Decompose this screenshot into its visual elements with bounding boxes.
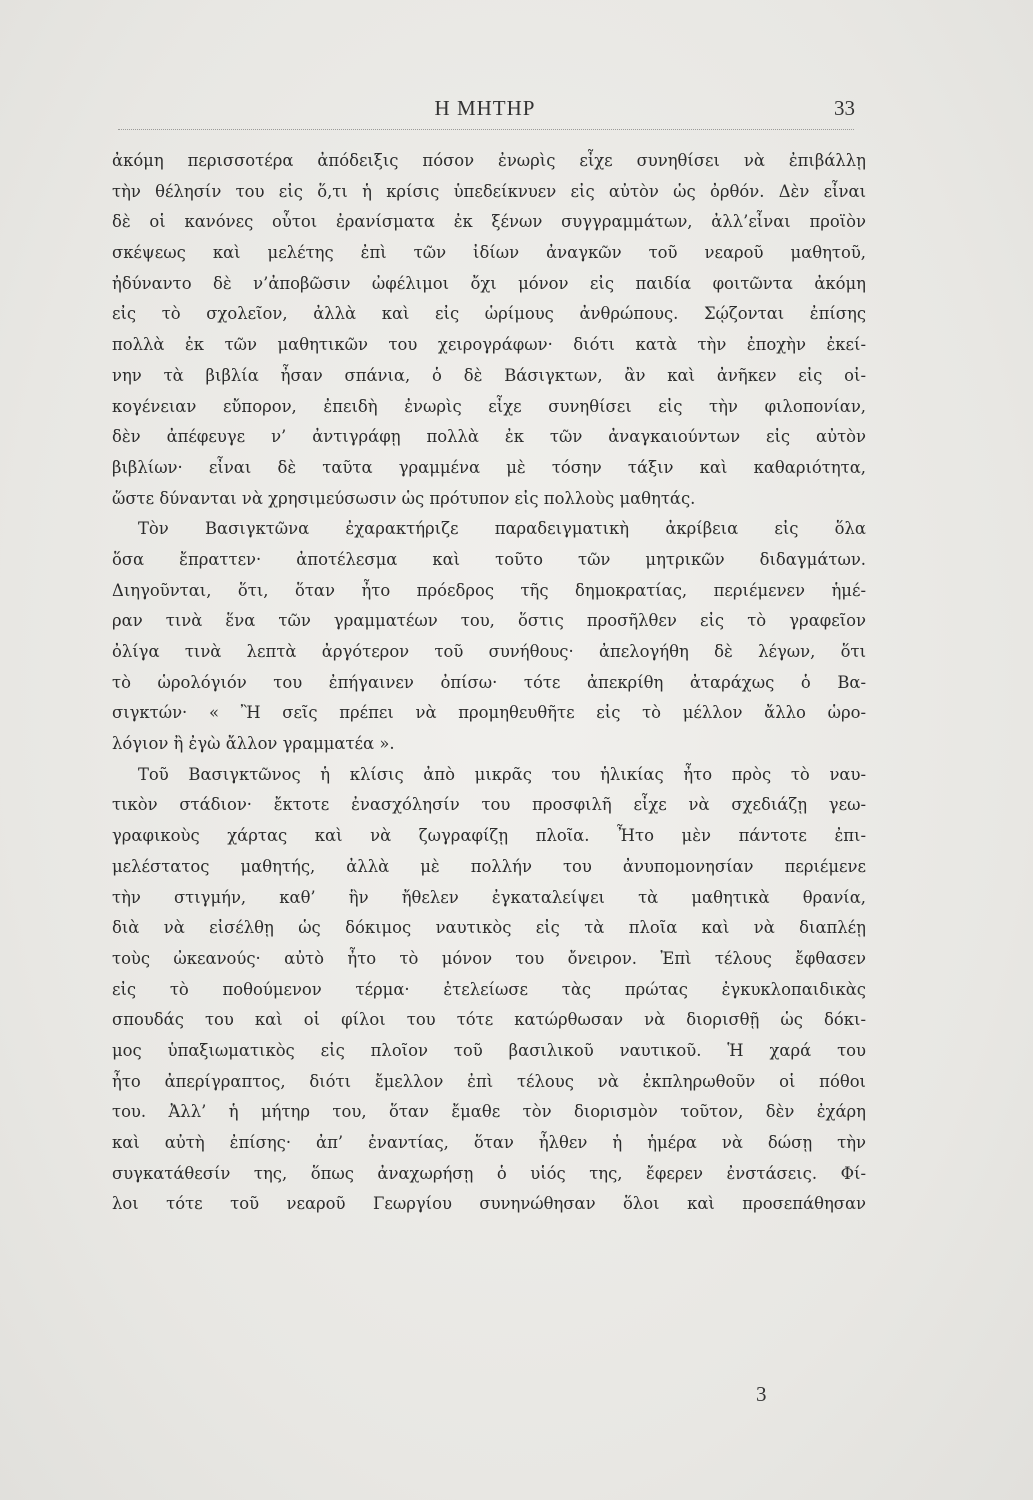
text-line: γραφικοὺς χάρτας καὶ νὰ ζωγραφίζῃ πλοῖα. Ἦτο μὲν πάντοτε ἐπι- <box>112 826 866 846</box>
text-line: δὲ οἱ κανόνες οὗτοι ἐρανίσματα ἐκ ξένων συγγραμμάτων, ἀλλ’εἶναι προϊὸν <box>112 212 866 232</box>
text-line: λοι τότε τοῦ νεαροῦ Γεωργίου συνηνώθησαν ὅλοι καὶ προσεπάθησαν <box>112 1194 866 1214</box>
text-line: τικὸν στάδιον· ἔκτοτε ἐνασχόλησίν του προσφιλῆ εἶχε νὰ σχεδιάζῃ γεω- <box>112 795 866 815</box>
text-line: τὸ ὡρολόγιόν του ἐπήγαινεν ὀπίσω· τότε ἀπεκρίθη ἀταράχως ὁ Βα- <box>112 672 866 692</box>
text-line: κογένειαν εὔπορον, ἐπειδὴ ἐνωρὶς εἶχε συνηθίσει εἰς τὴν φιλοπονίαν, <box>112 396 866 416</box>
text-line: εἰς τὸ σχολεῖον, ἀλλὰ καὶ εἰς ὡρίμους ἀνθρώπους. Σῴζονται ἐπίσης <box>112 304 866 324</box>
text-line: πολλὰ ἐκ τῶν μαθητικῶν του χειρογράφων· διότι κατὰ τὴν ἐποχὴν ἐκεί- <box>112 335 866 355</box>
text-line: ἦτο ἀπερίγραπτος, διότι ἔμελλον ἐπὶ τέλους νὰ ἐκπληρωθοῦν οἱ πόθοι <box>112 1071 866 1091</box>
text-line: καὶ αὐτὴ ἐπίσης· ἀπ’ ἐναντίας, ὅταν ἦλθεν ἡ ἡμέρα νὰ δώσῃ τὴν <box>112 1133 866 1152</box>
text-line: του. Ἀλλ’ ἡ μήτηρ του, ὅταν ἔμαθε τὸν διορισμὸν τοῦτον, δὲν ἐχάρη <box>112 1102 866 1122</box>
text-line: ραν τινὰ ἕνα τῶν γραμματέων του, ὅστις προσῆλθεν εἰς τὸ γραφεῖον <box>112 611 866 631</box>
text-line: ὀλίγα τινὰ λεπτὰ ἀργότερον τοῦ συνήθους· ἀπελογήθη δὲ λέγων, ὅτι <box>112 642 866 661</box>
text-line: νην τὰ βιβλία ἦσαν σπάνια, ὁ δὲ Βάσιγκτων, ἂν καὶ ἀνῆκεν εἰς οἰ- <box>112 365 866 385</box>
text-line: τὴν θέλησίν του εἰς ὅ,τι ἡ κρίσις ὑπεδείκνυεν εἰς αὐτὸν ὡς ὀρθόν. Δὲν εἶναι <box>112 181 866 201</box>
text-line: τὴν στιγμήν, καθ’ ἣν ἤθελεν ἐγκαταλείψει τὰ μαθητικὰ θρανία, <box>112 887 866 907</box>
text-line: δὲν ἀπέφευγε ν’ ἀντιγράφῃ πολλὰ ἐκ τῶν ἀναγκαιούντων εἰς αὐτὸν <box>112 427 866 447</box>
page-number: 33 <box>834 96 855 120</box>
text-line: βιβλίων· εἶναι δὲ ταῦτα γραμμένα μὲ τόσην τάξιν καὶ καθαριότητα, <box>112 457 866 477</box>
text-line: συγκατάθεσίν της, ὅπως ἀναχωρήσῃ ὁ υἱός της, ἔφερεν ἐνστάσεις. Φί- <box>112 1163 866 1183</box>
body-text <box>112 146 866 1220</box>
text-line: τοὺς ὠκεανούς· αὐτὸ ἦτο τὸ μόνον του ὄνειρον. Ἐπὶ τέλους ἔφθασεν <box>112 948 866 968</box>
signature-mark: 3 <box>756 1382 767 1406</box>
text-line: Διηγοῦνται, ὅτι, ὅταν ἦτο πρόεδρος τῆς δημοκρατίας, περιέμενεν ἡμέ- <box>112 580 866 600</box>
text-line: σπουδάς του καὶ οἱ φίλοι του τότε κατώρθωσαν νὰ διορισθῇ ὡς δόκι- <box>112 1010 866 1030</box>
text-line: εἰς τὸ ποθούμενον τέρμα· ἐτελείωσε τὰς πρώτας ἐγκυκλοπαιδικὰς <box>112 979 866 999</box>
text-line: ἠδύναντο δὲ ν’ἀποβῶσιν ὠφέλιμοι ὄχι μόνον εἰς παιδία φοιτῶντα ἀκόμη <box>112 273 866 293</box>
text-line: σιγκτών· « Ἢ σεῖς πρέπει νὰ προμηθευθῆτε εἰς τὸ μέλλον ἄλλο ὡρο- <box>112 703 866 723</box>
text-line: ὥστε δύνανται νὰ χρησιμεύσωσιν ὡς πρότυπον εἰς πολλοὺς μαθητάς. <box>112 488 696 508</box>
text-line: ὅσα ἔπραττεν· ἀποτέλεσμα καὶ τοῦτο τῶν μητρικῶν διδαγμάτων. <box>112 549 866 569</box>
text-line: ἀκόμη περισσοτέρα ἀπόδειξις πόσον ἐνωρὶς εἶχε συνηθίσει νὰ ἐπιβάλλῃ <box>112 151 866 170</box>
text-line: μος ὑπαξιωματικὸς εἰς πλοῖον τοῦ βασιλικοῦ ναυτικοῦ. Ἡ χαρά του <box>112 1040 866 1060</box>
text-line: σκέψεως καὶ μελέτης ἐπὶ τῶν ἰδίων ἀναγκῶν τοῦ νεαροῦ μαθητοῦ, <box>112 243 866 263</box>
running-head <box>115 96 855 124</box>
text-line: λόγιον ἢ ἐγὼ ἄλλον γραμματέα ». <box>112 734 395 754</box>
text-line: Τὸν Βασιγκτῶνα ἐχαρακτήριζε παραδειγματικὴ ἀκρίβεια εἰς ὅλα <box>138 519 866 539</box>
text-line: Τοῦ Βασιγκτῶνος ἡ κλίσις ἀπὸ μικρᾶς του ἡλικίας ἦτο πρὸς τὸ ναυ- <box>138 764 866 784</box>
running-title: Η ΜΗΤΗΡ <box>434 96 536 120</box>
text-line: διὰ νὰ εἰσέλθῃ ὡς δόκιμος ναυτικὸς εἰς τὰ πλοῖα καὶ νὰ διαπλέῃ <box>112 918 866 938</box>
text-line: μελέστατος μαθητής, ἀλλὰ μὲ πολλήν του ἀνυπομονησίαν περιέμενε <box>112 856 866 876</box>
header-rule <box>118 129 854 130</box>
